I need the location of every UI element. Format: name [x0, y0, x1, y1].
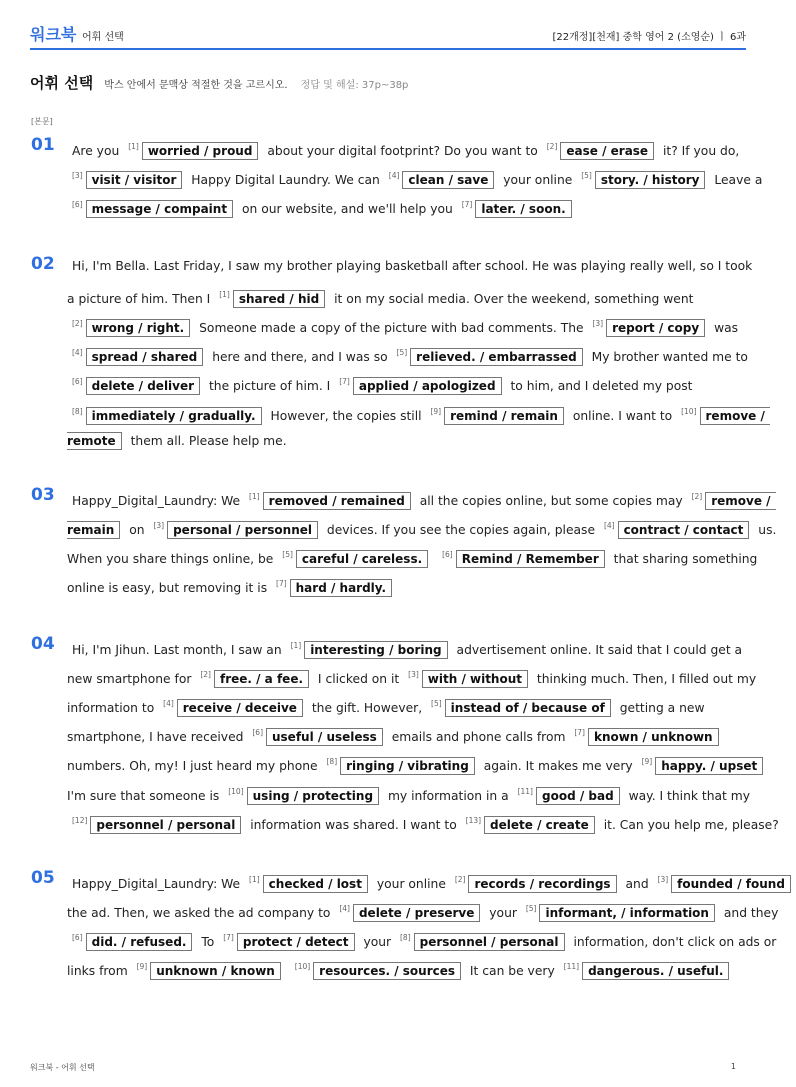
passage-text: I'm sure that someone is [67, 788, 224, 803]
choice-box[interactable]: careful / careless. [296, 550, 428, 568]
choice-box[interactable]: personnel / personal [90, 816, 241, 834]
question-number: 05 [31, 868, 55, 888]
passage-text: again. It makes me very [479, 759, 637, 774]
blank-number: [4] [163, 699, 174, 709]
blank-number: [6] [72, 377, 83, 387]
page-number: 1 [730, 1062, 736, 1071]
blank-number: [11] [517, 786, 533, 796]
choice-box[interactable]: relieved. / embarrassed [410, 348, 583, 366]
blank-number: [3] [592, 319, 604, 329]
passage-text: smartphone, I have received [67, 730, 248, 745]
choice-box[interactable]: using / protecting [247, 787, 379, 805]
passage-line [67, 372, 692, 396]
passage-line [67, 752, 768, 776]
blank-number: [2] [546, 142, 558, 151]
passage-text: Happy Digital Laundry. We can [187, 173, 384, 188]
blank-number: [3] [153, 521, 165, 531]
passage-text: Are you [72, 144, 124, 158]
passage-text: online. I want to [568, 408, 677, 423]
choice-box[interactable]: hard / hardly. [290, 579, 392, 597]
page-title: 어휘 선택 [30, 74, 94, 92]
choice-box[interactable]: with / without [422, 670, 528, 688]
passage-text: information to [67, 701, 159, 716]
page-header [30, 20, 746, 50]
passage-line [67, 285, 693, 309]
blank-number: [7] [339, 377, 350, 387]
passage-text: your [359, 935, 395, 950]
passage-text: and they [719, 906, 779, 921]
blank-number: [9] [430, 406, 442, 416]
question-number: 03 [31, 485, 55, 505]
instruction-text: 박스 안에서 문맥상 적절한 것을 고르시오. [104, 80, 288, 91]
blank-number: [5] [282, 550, 293, 560]
answer-reference: 정답 및 해설: 37p~38p [300, 80, 409, 91]
blank-number: [6] [72, 200, 83, 210]
passage-line [67, 195, 577, 219]
passage-text: it. Can you help me, please? [599, 817, 779, 832]
choice-box[interactable]: useful / useless [266, 728, 383, 746]
passage-text: online is easy, but removing it is [67, 581, 272, 596]
choice-box[interactable]: applied / apologized [353, 377, 502, 395]
choice-box[interactable]: receive / deceive [177, 699, 303, 717]
blank-number: [7] [276, 579, 287, 589]
passage-text: I clicked on it [314, 672, 404, 687]
choice-box[interactable]: shared / hid [233, 290, 325, 308]
passage-text: When you share things online, be [67, 552, 278, 567]
passage-text: the picture of him. I [205, 379, 335, 394]
passage-text: the gift. However, [307, 701, 427, 716]
choice-box[interactable]: instead of / because of [445, 699, 611, 717]
passage-text: emails and phone calls from [387, 730, 570, 745]
passage-line [67, 723, 724, 747]
choice-box[interactable]: clean / save [402, 171, 494, 189]
passage-line [67, 431, 287, 451]
passage-text: My brother wanted me to [587, 350, 748, 365]
choice-box[interactable]: interesting / boring [304, 641, 447, 659]
blank-number: [5] [396, 348, 408, 358]
passage-text: way. I think that my [624, 788, 751, 803]
choice-box[interactable]: Remind / Remember [456, 550, 605, 568]
choice-box[interactable]: dangerous. / useful. [582, 962, 729, 980]
passage-text: them all. Please help me. [126, 433, 287, 448]
blank-number: [8] [72, 406, 83, 416]
blank-number: [8] [400, 933, 411, 943]
source-label: [본문] [31, 117, 53, 126]
passage-text: links from [67, 964, 132, 979]
blank-number: [12] [72, 815, 88, 825]
passage-text: thinking much. Then, I filled out my [533, 672, 757, 687]
choice-box[interactable]: checked / lost [263, 875, 368, 893]
choice-box[interactable]: immediately / gradually. [86, 407, 262, 425]
passage-text: Hi, I'm Jihun. Last month, I saw an [72, 643, 286, 657]
passage-line [72, 137, 739, 161]
choice-box[interactable]: ringing / vibrating [340, 757, 475, 775]
passage-text: to him, and I deleted my post [506, 379, 693, 394]
choice-box[interactable]: remind / remain [444, 407, 564, 425]
blank-number: [1] [128, 142, 139, 151]
passage-line [67, 899, 778, 923]
choice-box[interactable]: remove / [700, 407, 770, 425]
passage-line [72, 870, 796, 894]
blank-number: [6] [72, 933, 83, 943]
blank-number: [3] [72, 171, 83, 181]
blank-number: [9] [136, 962, 148, 972]
choice-box[interactable]: later. / soon. [475, 200, 571, 218]
passage-text: and [621, 877, 653, 891]
passage-line [72, 487, 776, 511]
passage-line [67, 928, 776, 952]
passage-text: devices. If you see the copies again, please [323, 523, 599, 538]
blank-number: [4] [603, 521, 615, 531]
blank-number: [2] [454, 875, 466, 884]
blank-number: [8] [326, 757, 338, 767]
choice-box[interactable]: spread / shared [86, 348, 204, 366]
blank-number: [10] [681, 406, 697, 416]
passage-text: It can be very [466, 964, 559, 979]
blank-number: [2] [691, 492, 703, 501]
question-number: 02 [31, 254, 55, 274]
blank-number: [11] [563, 962, 580, 972]
passage-line [67, 957, 734, 981]
blank-number: [1] [249, 492, 260, 501]
choice-box[interactable]: personnel / personal [414, 933, 565, 951]
choice-box[interactable]: founded / found [671, 875, 791, 893]
blank-number: [4] [72, 348, 83, 358]
title-row [30, 72, 408, 93]
choice-box[interactable]: remove / [705, 492, 775, 510]
blank-number: [1] [290, 641, 302, 650]
choice-box[interactable]: known / unknown [588, 728, 719, 746]
passage-text: about your digital footprint? Do you want to [263, 144, 542, 158]
blank-number: [2] [72, 319, 83, 329]
blank-number: [4] [388, 171, 400, 181]
brand-title: 워크북 [30, 25, 77, 44]
passage-text: numbers. Oh, my! I just heard my phone [67, 759, 322, 774]
passage-text: getting a new [615, 701, 705, 716]
passage-text: us. [754, 523, 777, 538]
passage-text [433, 552, 437, 566]
choice-box[interactable]: report / copy [606, 319, 705, 337]
passage-text: Happy_Digital_Laundry: We [72, 494, 245, 508]
passage-text: a picture of him. Then I [67, 292, 215, 307]
choice-box[interactable]: removed / remained [263, 492, 411, 510]
passage-line [67, 694, 705, 718]
passage-text: Someone made a copy of the picture with bad comments. The [195, 321, 588, 336]
passage-text: the ad. Then, we asked the ad company to [67, 906, 335, 921]
blank-number: [7] [461, 200, 473, 210]
blank-number: [4] [339, 904, 350, 914]
passage-text: was [710, 321, 739, 336]
choice-box[interactable]: resources. / sources [313, 962, 461, 980]
passage-text: that sharing something [609, 552, 758, 567]
blank-number: [3] [408, 670, 419, 680]
passage-text: on [125, 523, 149, 538]
passage-text: your [485, 906, 521, 921]
brand-subtitle: 어휘 선택 [82, 32, 124, 43]
blank-number: [6] [252, 728, 263, 738]
choice-box[interactable]: free. / a fee. [214, 670, 309, 688]
passage-text: your online [372, 877, 450, 891]
passage-line [67, 516, 776, 540]
passage-text: To [197, 935, 219, 950]
passage-text: your online [499, 173, 577, 188]
passage-text: Happy_Digital_Laundry: We [72, 877, 245, 891]
blank-number: [9] [641, 757, 653, 767]
passage-line [67, 574, 397, 598]
passage-text: Leave a [710, 173, 763, 188]
choice-box[interactable]: delete / deliver [86, 377, 200, 395]
footer-label: 워크북 - 어휘 선택 [30, 1063, 95, 1072]
choice-box[interactable]: personal / personnel [167, 521, 318, 539]
blank-number: [10] [228, 786, 244, 796]
passage-text [286, 964, 290, 978]
choice-box[interactable]: story. / history [595, 171, 706, 189]
passage-line [67, 811, 779, 835]
passage-line [72, 636, 742, 660]
passage-text: new smartphone for [67, 672, 196, 687]
blank-number: [5] [581, 171, 592, 181]
blank-number: [7] [223, 933, 234, 943]
choice-box[interactable]: good / bad [536, 787, 620, 805]
passage-text: my information in a [384, 788, 513, 803]
passage-text: all the copies online, but some copies may [415, 494, 687, 508]
passage-line [67, 314, 738, 338]
passage-line [67, 402, 770, 426]
choice-box[interactable]: happy. / upset [655, 757, 763, 775]
choice-box[interactable]: remain [67, 521, 120, 539]
passage-text: information, don't click on ads or [569, 935, 777, 950]
passage-line [72, 256, 752, 276]
choice-box[interactable]: delete / create [484, 816, 595, 834]
choice-box[interactable]: worried / proud [142, 142, 259, 160]
choice-box[interactable]: wrong / right. [86, 319, 191, 337]
blank-number: [6] [442, 550, 453, 560]
blank-number: [2] [200, 670, 211, 680]
passage-text: information was shared. I want to [246, 817, 461, 832]
passage-line [67, 665, 756, 689]
passage-text: here and there, and I was so [208, 350, 392, 365]
blank-number: [13] [465, 815, 482, 825]
choice-box[interactable]: did. / refused. [86, 933, 193, 951]
passage-text: it on my social media. Over the weekend, something went [330, 292, 694, 307]
choice-box[interactable]: ease / erase [560, 142, 654, 160]
passage-line [67, 545, 757, 569]
passage-text: it? If you do, [659, 144, 740, 158]
blank-number: [5] [525, 904, 537, 914]
blank-number: [10] [294, 962, 311, 972]
blank-number: [3] [657, 875, 669, 884]
blank-number: [5] [431, 699, 442, 709]
passage-line [67, 166, 762, 190]
passage-line [67, 782, 750, 806]
blank-number: [1] [219, 290, 230, 300]
choice-box[interactable]: message / compaint [86, 200, 233, 218]
passage-text: advertisement online. It said that I could get a [452, 643, 743, 657]
choice-box[interactable]: contract / contact [618, 521, 750, 539]
choice-box[interactable]: protect / detect [237, 933, 355, 951]
passage-line [67, 343, 748, 367]
passage-text: Hi, I'm Bella. Last Friday, I saw my brother playing basketball after school. He was playing really well, so I took [72, 259, 753, 273]
choice-box[interactable]: informant, / information [539, 904, 715, 922]
blank-number: [7] [574, 728, 585, 738]
choice-box[interactable]: unknown / known [150, 962, 281, 980]
question-number: 01 [31, 135, 55, 155]
book-info: [22개정][천재] 중학 영어 2 (소영순) ㅣ 6과 [552, 32, 746, 43]
question-number: 04 [31, 634, 55, 654]
passage-text: on our website, and we'll help you [238, 202, 457, 217]
choice-box[interactable]: remote [67, 432, 122, 450]
blank-number: [1] [249, 875, 260, 884]
passage-text: However, the copies still [266, 408, 426, 423]
choice-box[interactable]: visit / visitor [86, 171, 183, 189]
choice-box[interactable]: delete / preserve [353, 904, 480, 922]
choice-box[interactable]: records / recordings [468, 875, 616, 893]
